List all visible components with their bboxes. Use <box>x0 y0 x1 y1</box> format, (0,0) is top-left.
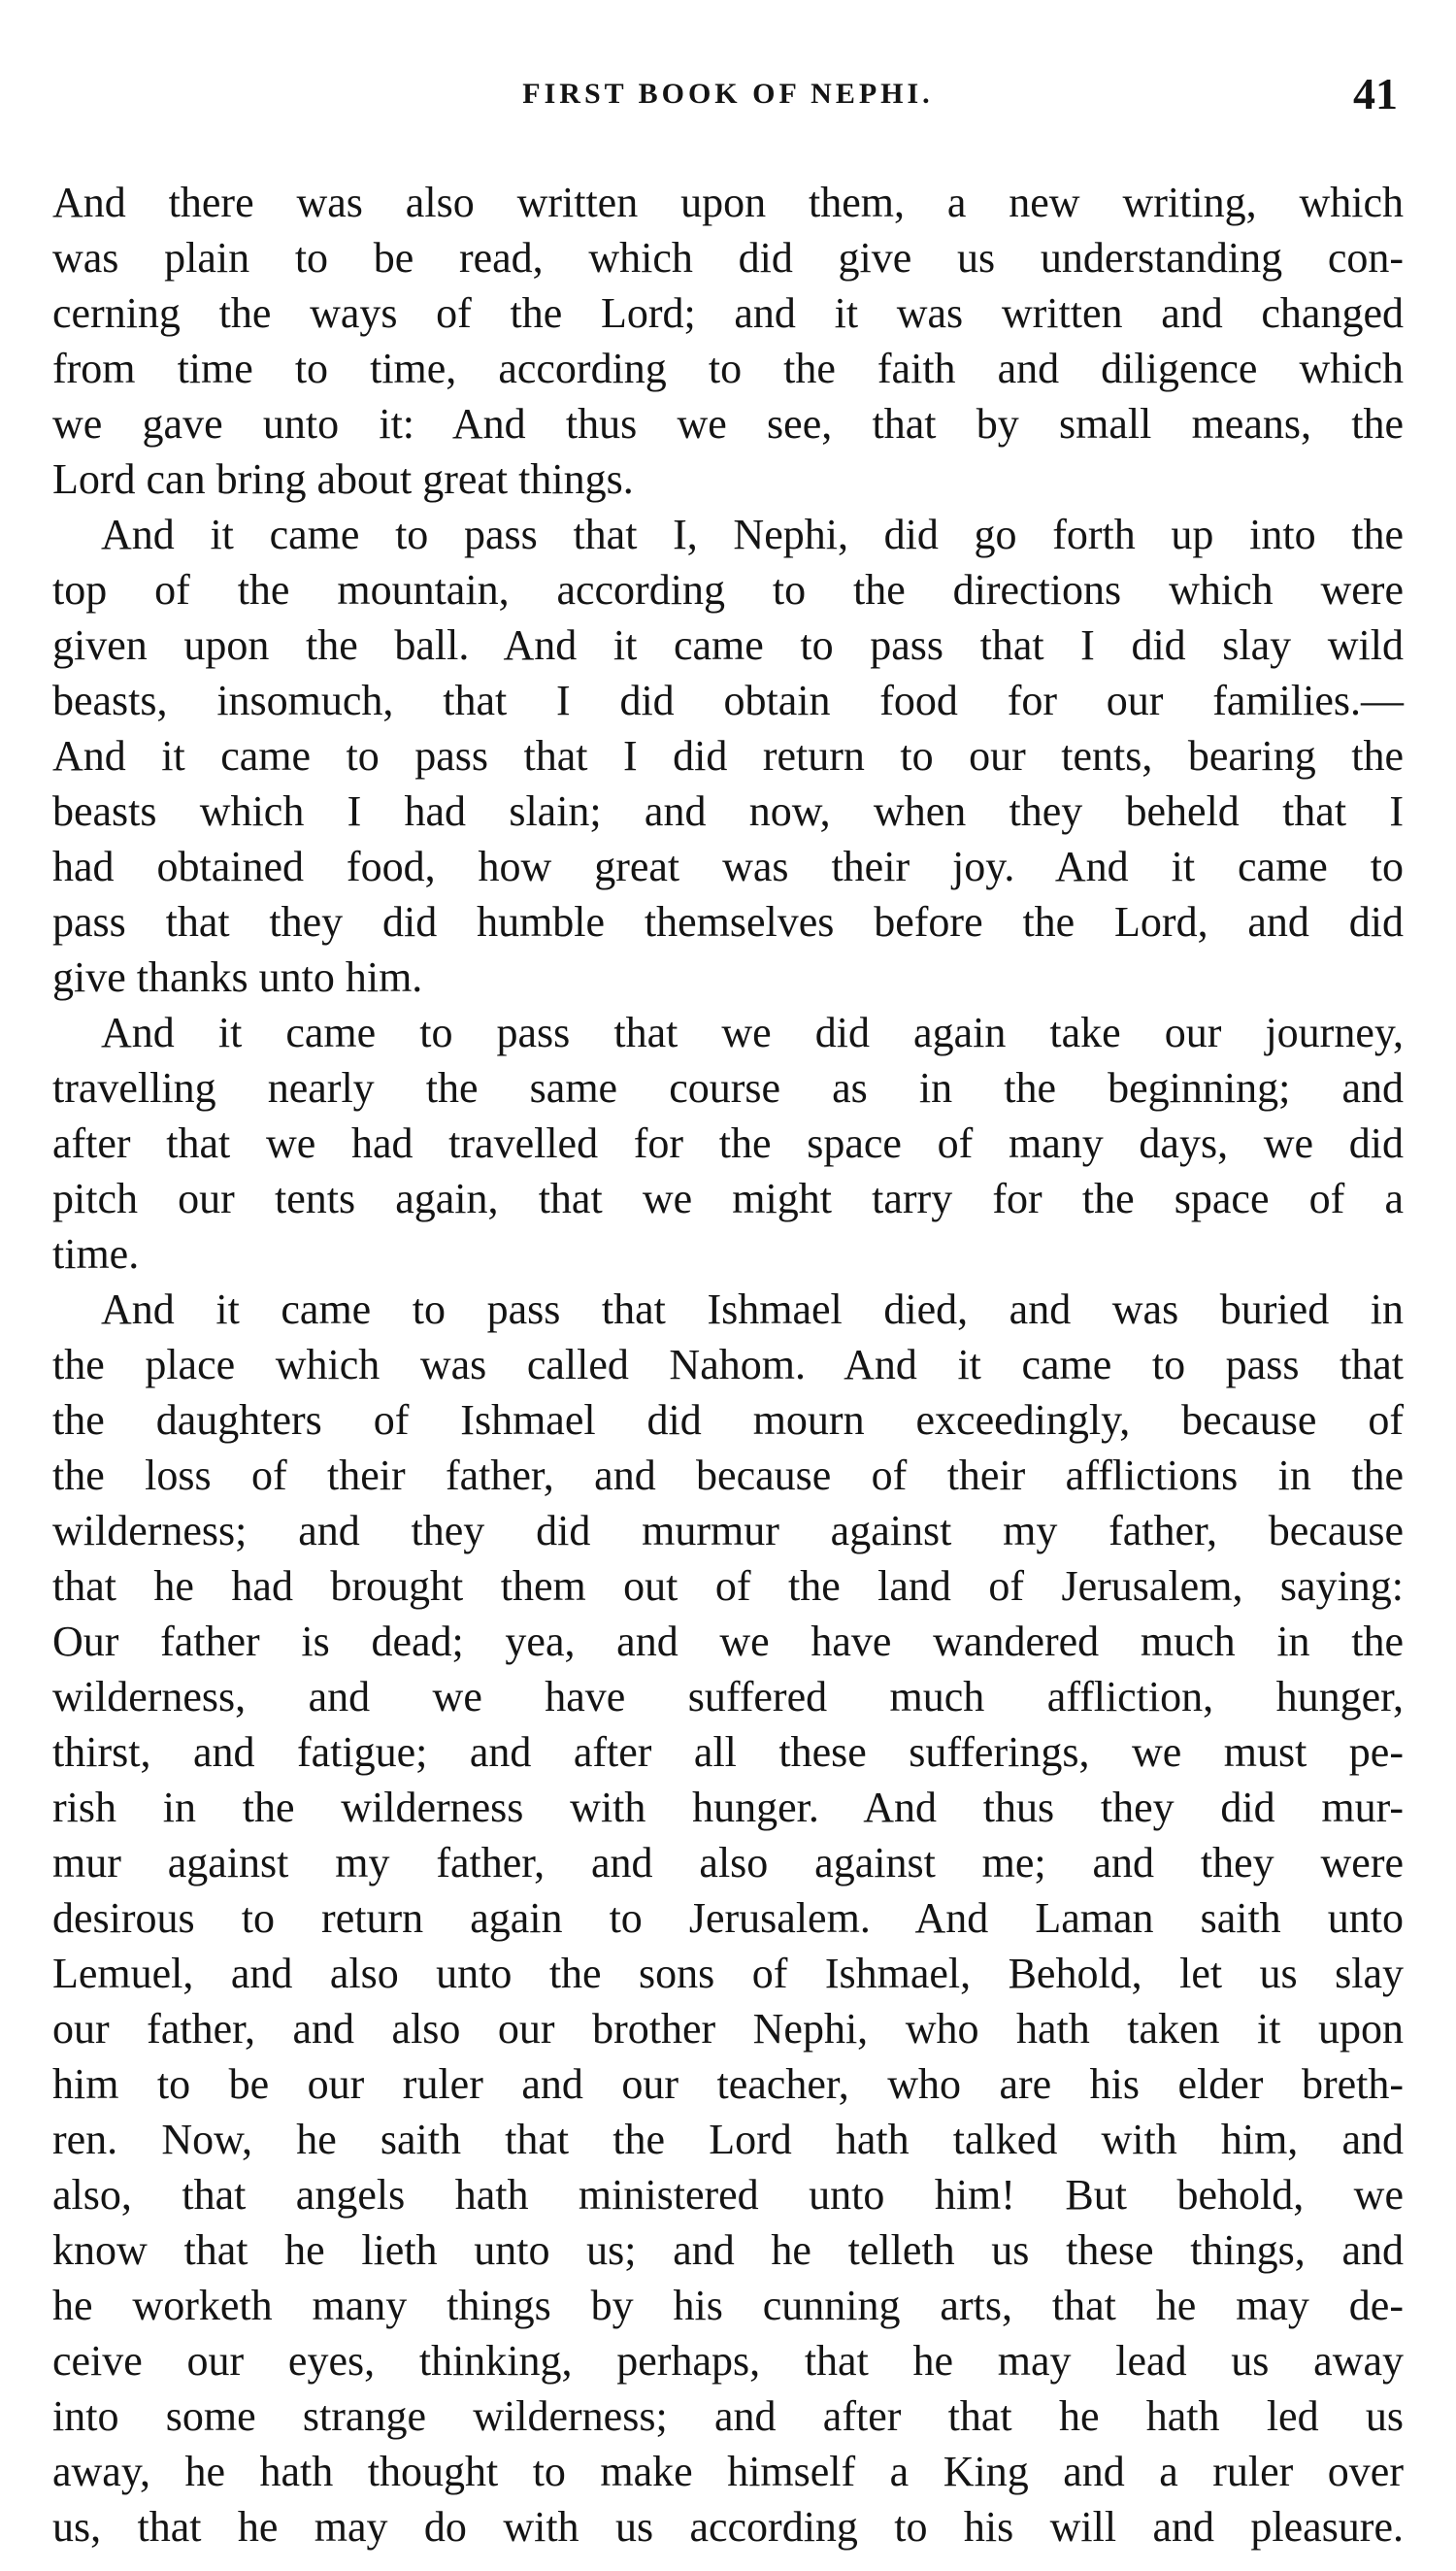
text-line: him to be our ruler and our teacher, who are his elder breth- <box>52 2060 1404 2108</box>
text-line: pitch our tents again, that we might tarry for the space of a <box>52 1175 1404 1222</box>
text-line: Lord can bring about great things. <box>52 455 634 503</box>
text-line: thirst, and fatigue; and after all these sufferings, we must pe- <box>52 1728 1404 1776</box>
text-line: had obtained food, how great was their joy. And it came to <box>52 843 1404 890</box>
text-line: travelling nearly the same course as in the beginning; and <box>52 1064 1404 1112</box>
text-line: that he had brought them out of the land of Jerusalem, saying: <box>52 1562 1404 1610</box>
text-line: away, he hath thought to make himself a King and a ruler over <box>52 2448 1404 2495</box>
text-line: was plain to be read, which did give us understanding con- <box>52 234 1404 282</box>
text-line: after that we had travelled for the space of many days, we did <box>52 1119 1404 1167</box>
text-line: we gave unto it: And thus we see, that by small means, the <box>52 400 1404 448</box>
text-line: wilderness, and we have suffered much affliction, hunger, <box>52 1673 1404 1720</box>
text-line: And it came to pass that I did return to our tents, bearing the <box>52 732 1404 780</box>
running-title: FIRST BOOK OF NEPHI. <box>522 78 934 110</box>
text-line: beasts, insomuch, that I did obtain food for our families.— <box>52 677 1404 724</box>
running-head <box>52 68 1404 138</box>
text-line: desirous to return again to Jerusalem. And Laman saith unto <box>52 1894 1404 1942</box>
text-line: rish in the wilderness with hunger. And thus they did mur- <box>52 1784 1404 1831</box>
page-number: 41 <box>1353 69 1398 118</box>
text-line: mur against my father, and also against me; and they were <box>52 1839 1404 1887</box>
text-line: from time to time, according to the faith and diligence which <box>52 345 1404 392</box>
text-line: also, that angels hath ministered unto him! But behold, we <box>52 2171 1404 2219</box>
text-line: And there was also written upon them, a new writing, which <box>52 179 1404 226</box>
text-line: beasts which I had slain; and now, when they beheld that I <box>52 787 1404 835</box>
text-line: pass that they did humble themselves before the Lord, and did <box>52 898 1404 946</box>
text-line: the daughters of Ishmael did mourn exceedingly, because of <box>52 1396 1404 1444</box>
text-line: Lemuel, and also unto the sons of Ishmael, Behold, let us slay <box>52 1950 1404 1997</box>
text-line: into some strange wilderness; and after that he hath led us <box>52 2392 1404 2440</box>
text-line: time. <box>52 1230 140 1278</box>
text-line: And it came to pass that we did again take our journey, <box>101 1009 1404 1056</box>
text-line: us, that he may do with us according to his will and pleasure. <box>52 2503 1404 2551</box>
text-line: ren. Now, he saith that the Lord hath talked with him, and <box>52 2116 1404 2163</box>
body-text <box>52 175 1404 2554</box>
text-line: our father, and also our brother Nephi, who hath taken it upon <box>52 2005 1404 2053</box>
book-page <box>52 68 1404 2554</box>
text-line: he worketh many things by his cunning arts, that he may de- <box>52 2282 1404 2329</box>
text-line: the place which was called Nahom. And it came to pass that <box>52 1341 1404 1388</box>
text-line: the loss of their father, and because of their afflictions in the <box>52 1452 1404 1499</box>
text-line: given upon the ball. And it came to pass that I did slay wild <box>52 621 1404 669</box>
text-line: wilderness; and they did murmur against my father, because <box>52 1507 1404 1554</box>
text-line: And it came to pass that Ishmael died, and was buried in <box>101 1286 1404 1333</box>
text-line: Our father is dead; yea, and we have wandered much in the <box>52 1618 1404 1665</box>
text-line: give thanks unto him. <box>52 953 423 1001</box>
text-line: cerning the ways of the Lord; and it was written and changed <box>52 289 1404 337</box>
text-line: top of the mountain, according to the directions which were <box>52 566 1404 614</box>
text-line: And it came to pass that I, Nephi, did go forth up into the <box>101 511 1404 558</box>
text-line: know that he lieth unto us; and he telleth us these things, and <box>52 2226 1404 2274</box>
text-line: ceive our eyes, thinking, perhaps, that he may lead us away <box>52 2337 1404 2385</box>
